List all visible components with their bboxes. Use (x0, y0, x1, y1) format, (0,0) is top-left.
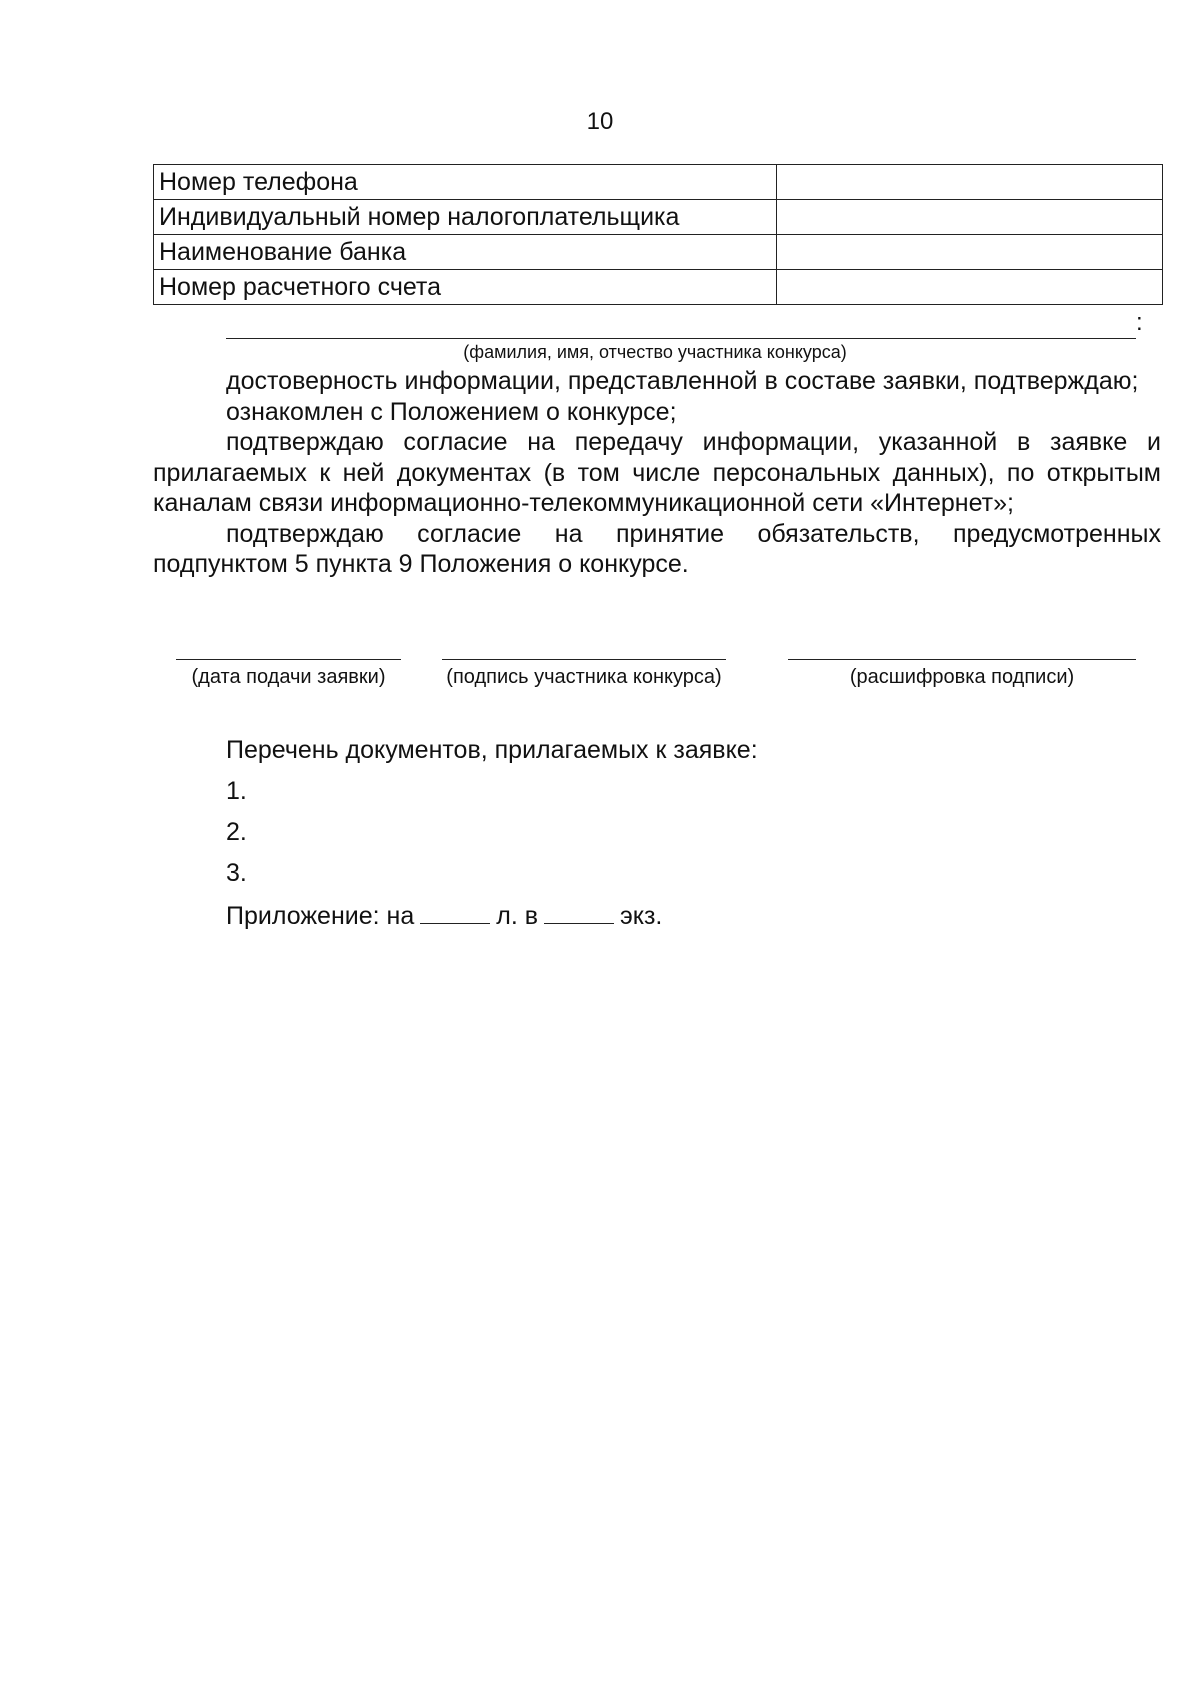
list-item: 1. (226, 777, 247, 805)
table-row (154, 235, 1163, 270)
declaration-paragraph: достоверность информации, представленной в составе заявки, подтверждаю; (226, 367, 1139, 395)
pages-blank (420, 903, 490, 924)
signature-caption: (подпись участника конкурса) (446, 666, 722, 688)
applicant-info-table (153, 164, 1163, 305)
table-cell-label-phone: Номер телефона (154, 165, 777, 200)
table-row (154, 165, 1163, 200)
transcript-block (787, 659, 1137, 689)
documents-title: Перечень документов, прилагаемых к заявке: (226, 736, 758, 764)
signature-block (437, 659, 731, 689)
declaration-text (153, 366, 1161, 580)
declaration-paragraph: ознакомлен с Положением о конкурсе; (226, 397, 677, 426)
transcript-caption: (расшифровка подписи) (849, 666, 1075, 688)
date-caption: (дата подачи заявки) (191, 666, 386, 688)
page-number: 10 (586, 108, 614, 135)
copies-blank (544, 903, 614, 924)
table-cell-value-account (777, 270, 1163, 305)
declaration-paragraph: подтверждаю согласие на передачу информации, указанной в заявке и прилагаемых к ней документах (в том числе персональных данных), по открытым каналам связи информационно-телекоммуникационной сети «Интернет»; (153, 428, 1161, 517)
applicant-name-caption: (фамилия, имя, отчество участника конкурса) (463, 342, 847, 362)
signature-line (442, 659, 726, 660)
table-cell-value-bank (777, 235, 1163, 270)
table-cell-label-account: Номер расчетного счета (154, 270, 777, 305)
documents-list (226, 735, 1126, 931)
appendix-line (226, 901, 1126, 931)
table-cell-label-inn: Индивидуальный номер налогоплательщика (154, 200, 777, 235)
name-colon: : (1136, 309, 1143, 336)
declaration-paragraph: подтверждаю согласие на принятие обязательств, предусмотренных подпунктом 5 пункта 9 Положения о конкурсе. (153, 519, 1161, 578)
table-row (154, 200, 1163, 235)
applicant-name-line (226, 338, 1136, 339)
list-item: 2. (226, 818, 247, 846)
appendix-prefix: Приложение: на (226, 902, 415, 930)
date-block (176, 659, 401, 689)
transcript-line (788, 659, 1136, 660)
signature-row (0, 659, 1200, 729)
list-item: 3. (226, 859, 247, 887)
appendix-middle: л. в (496, 902, 538, 930)
table-row (154, 270, 1163, 305)
date-line (176, 659, 401, 660)
table-cell-value-phone (777, 165, 1163, 200)
table-cell-label-bank: Наименование банка (154, 235, 777, 270)
appendix-suffix: экз. (620, 902, 663, 930)
table-cell-value-inn (777, 200, 1163, 235)
